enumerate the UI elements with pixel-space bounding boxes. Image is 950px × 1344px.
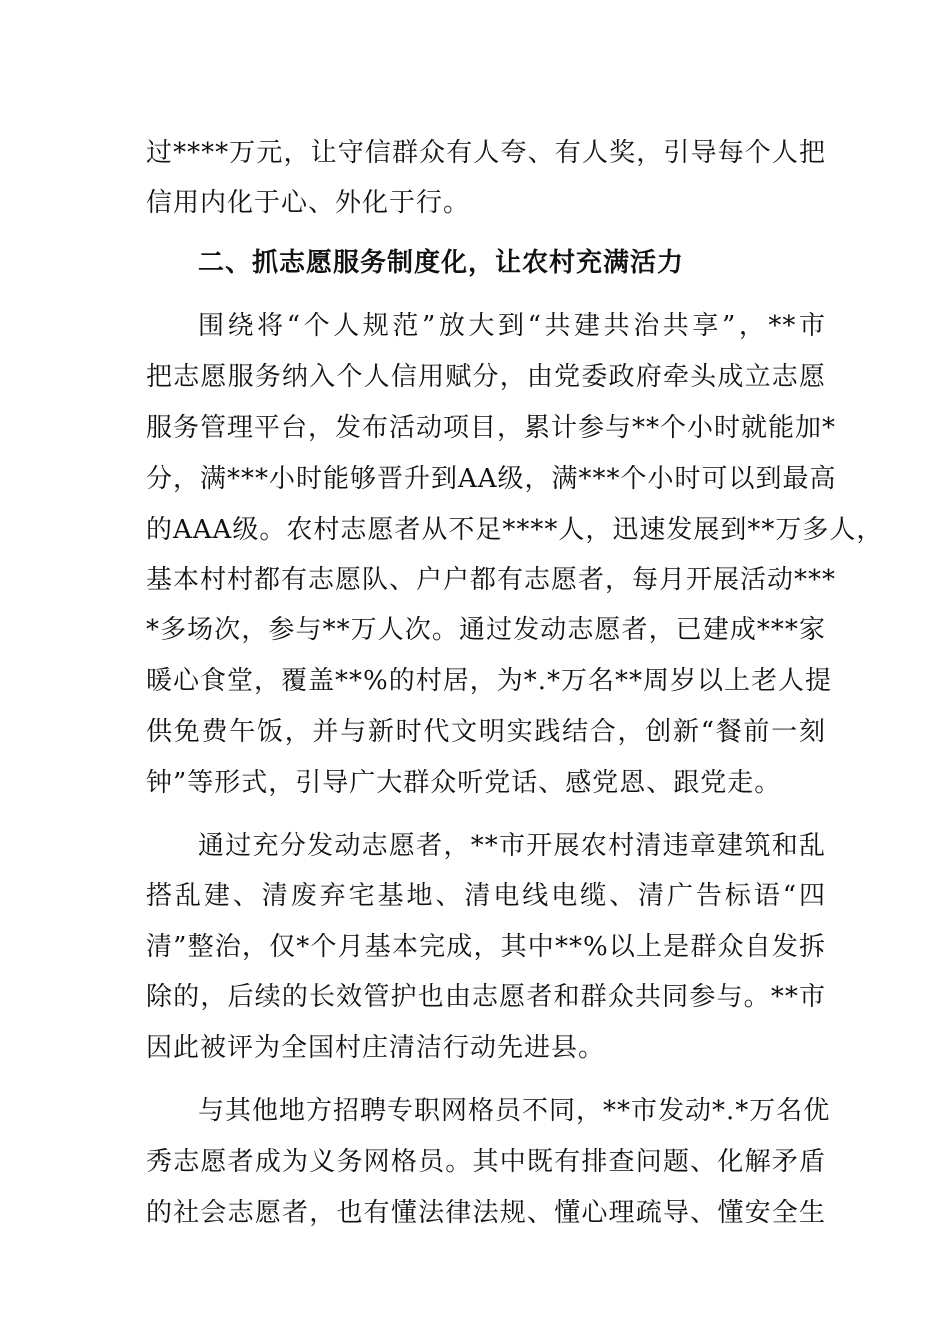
section-heading: 二、抓志愿服务制度化，让农村充满活力 [198,248,685,278]
body-text-line: 通过充分发动志愿者，**市开展农村清违章建筑和乱 [198,831,826,861]
body-text-line: 过****万元，让守信群众有人夸、有人奖，引导每个人把 [146,138,826,168]
body-text-line: 的AAA级。农村志愿者从不足****人，迅速发展到**万多人， [146,515,884,545]
body-text-line: 与其他地方招聘专职网格员不同，**市发动*.*万名优 [198,1096,831,1126]
body-text-line: 因此被评为全国村庄清洁行动先进县。 [146,1033,606,1063]
body-text-line: 清”整治，仅*个月基本完成，其中**%以上是群众自发拆 [146,932,826,962]
body-text-line: 暖心食堂，覆盖**%的村居，为*.*万名**周岁以上老人提 [146,666,832,696]
body-text-line: 钟”等形式，引导广大群众听党话、感党恩、跟党走。 [146,768,782,798]
body-text-line: 把志愿服务纳入个人信用赋分，由党委政府牵头成立志愿 [146,362,826,392]
body-text-line: 基本村村都有志愿队、户户都有志愿者，每月开展活动*** [146,565,837,595]
body-text-line: 除的，后续的长效管护也由志愿者和群众共同参与。**市 [146,982,826,1012]
body-text-line: 围绕将“个人规范”放大到“共建共治共享”，**市 [198,311,826,341]
body-text-line: 的社会志愿者，也有懂法律法规、懂心理疏导、懂安全生 [146,1198,826,1228]
body-text-line: 信用内化于心、外化于行。 [146,188,471,218]
body-text-line: 分，满***小时能够晋升到AA级，满***个小时可以到最高 [146,464,837,494]
body-text-line: 秀志愿者成为义务网格员。其中既有排查问题、化解矛盾 [146,1147,826,1177]
body-text-line: 服务管理平台，发布活动项目，累计参与**个小时就能加* [146,413,837,443]
body-text-line: *多场次，参与**万人次。通过发动志愿者，已建成***家 [146,615,826,645]
body-text-line: 搭乱建、清废弃宅基地、清电线电缆、清广告标语“四 [146,881,826,911]
body-text-line: 供免费午饭，并与新时代文明实践结合，创新“餐前一刻 [146,717,826,747]
